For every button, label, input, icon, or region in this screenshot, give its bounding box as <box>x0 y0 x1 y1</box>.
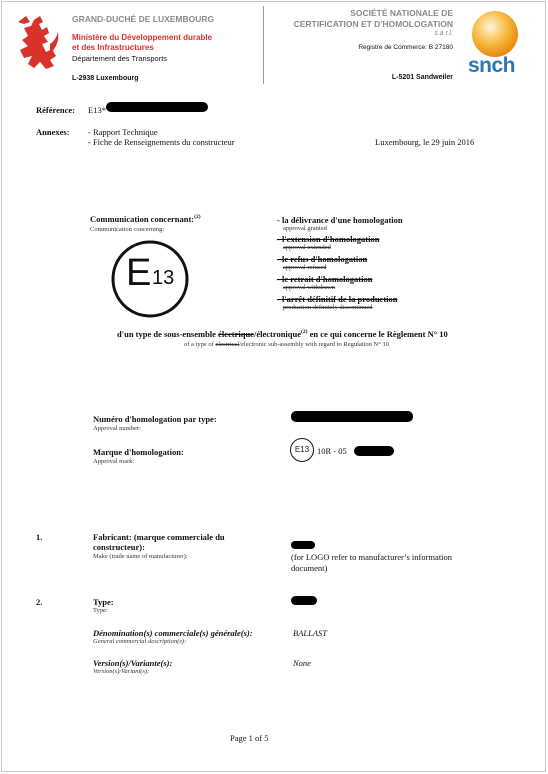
department: Département des Transports <box>72 54 168 63</box>
subassembly-fr: d'un type de sous-ensemble électrique/électronique$^{(2)}$ en ce qui concerne le Règlement N° 10 <box>117 329 448 339</box>
header-divider <box>263 6 264 84</box>
approval-mark-text: 10R - 05 <box>317 446 347 456</box>
redacted-reference <box>106 102 208 112</box>
left-org-name: GRAND-DUCHÉ DE LUXEMBOURG <box>72 14 215 24</box>
ministry-line2: et des Infrastructures <box>72 43 154 52</box>
manufacturer-label: Fabricant: (marque commerciale du <box>93 532 225 542</box>
denomination-label: Dénomination(s) commerciale(s) générale(s): <box>93 628 253 638</box>
approval-mark-circle: E13 <box>290 438 314 462</box>
option-fr: - le refus d'homologation <box>277 254 368 264</box>
option-en: production definitely discontinued <box>283 304 373 311</box>
option-fr: - l'extension d'homologation <box>277 234 380 244</box>
option-en: approval granted <box>283 225 327 232</box>
subassembly-en: of a type of electrical/electronic sub-assembly with regard to Regulation N° 10 <box>184 341 389 348</box>
approval-number-label: Numéro d'homologation par type: <box>93 414 217 424</box>
redacted-manufacturer <box>291 541 315 549</box>
manufacturer-value-cont: document) <box>291 563 328 573</box>
reference-label: Référence: <box>36 105 76 115</box>
option-fr: - l'arrêt définitif de la production <box>277 294 398 304</box>
right-org-line1: SOCIÉTÉ NATIONALE DE <box>350 8 453 18</box>
reference-value: E13* <box>88 105 106 115</box>
registry: Registre de Commerce: B 27180 <box>358 44 453 51</box>
manufacturer-value: (for LOGO refer to manufacturer’s information <box>291 552 453 562</box>
communication-label: Communication concernant:$^{(2)}$ <box>90 214 201 224</box>
snch-logo-text: snch <box>468 54 516 77</box>
page-number: Page 1 of 5 <box>230 733 269 743</box>
manufacturer-label-en: Make (trade name of manufacturer): <box>93 553 188 560</box>
denomination-label-en: General commercial description(s): <box>93 638 187 645</box>
annex-item: - Rapport Technique <box>88 127 158 137</box>
approval-mark-label: Marque d'homologation: <box>93 447 184 457</box>
option-en: approval withdrawn <box>283 284 336 291</box>
redacted-type <box>291 596 317 605</box>
document-page <box>1 1 546 772</box>
luxembourg-lion-logo <box>16 14 62 72</box>
redacted-approval-mark <box>354 446 394 456</box>
right-org-form: s.à r.l. <box>434 30 453 37</box>
option-fr: - le retrait d'homologation <box>277 274 373 284</box>
item-number: 2. <box>36 597 43 607</box>
place-date: Luxembourg, le 29 juin 2016 <box>375 137 475 147</box>
option-en: approval extended <box>283 244 331 251</box>
version-label-en: Version(s)/Variant(s): <box>93 668 150 675</box>
left-address: L-2938 Luxembourg <box>72 75 139 82</box>
approval-mark-label-en: Approval mark: <box>93 458 135 465</box>
type-label-en: Type: <box>93 607 108 614</box>
approval-number-label-en: Approval number: <box>93 425 141 432</box>
annexes-label: Annexes: <box>36 127 70 137</box>
option-fr: - la délivrance d'une homologation <box>277 215 403 225</box>
e13-mark-letter: E <box>126 252 152 294</box>
version-value: None <box>293 658 311 668</box>
item-number: 1. <box>36 532 43 542</box>
version-label: Version(s)/Variante(s): <box>93 658 173 668</box>
e13-mark-number: 13 <box>152 267 175 289</box>
option-en: approval refused <box>283 264 327 271</box>
right-org-line2: CERTIFICATION ET D'HOMOLOGATION <box>293 19 453 29</box>
redacted-approval-number <box>291 411 413 422</box>
annex-item: - Fiche de Renseignements du constructeur <box>88 137 235 147</box>
denomination-value: BALLAST <box>293 628 328 638</box>
communication-label-en: Communication concerning: <box>90 226 165 233</box>
ministry-line1: Ministère du Développement durable <box>72 33 213 42</box>
right-address: L-5201 Sandweiler <box>391 74 453 81</box>
manufacturer-label-cont: constructeur): <box>93 542 145 552</box>
type-label: Type: <box>93 597 114 607</box>
